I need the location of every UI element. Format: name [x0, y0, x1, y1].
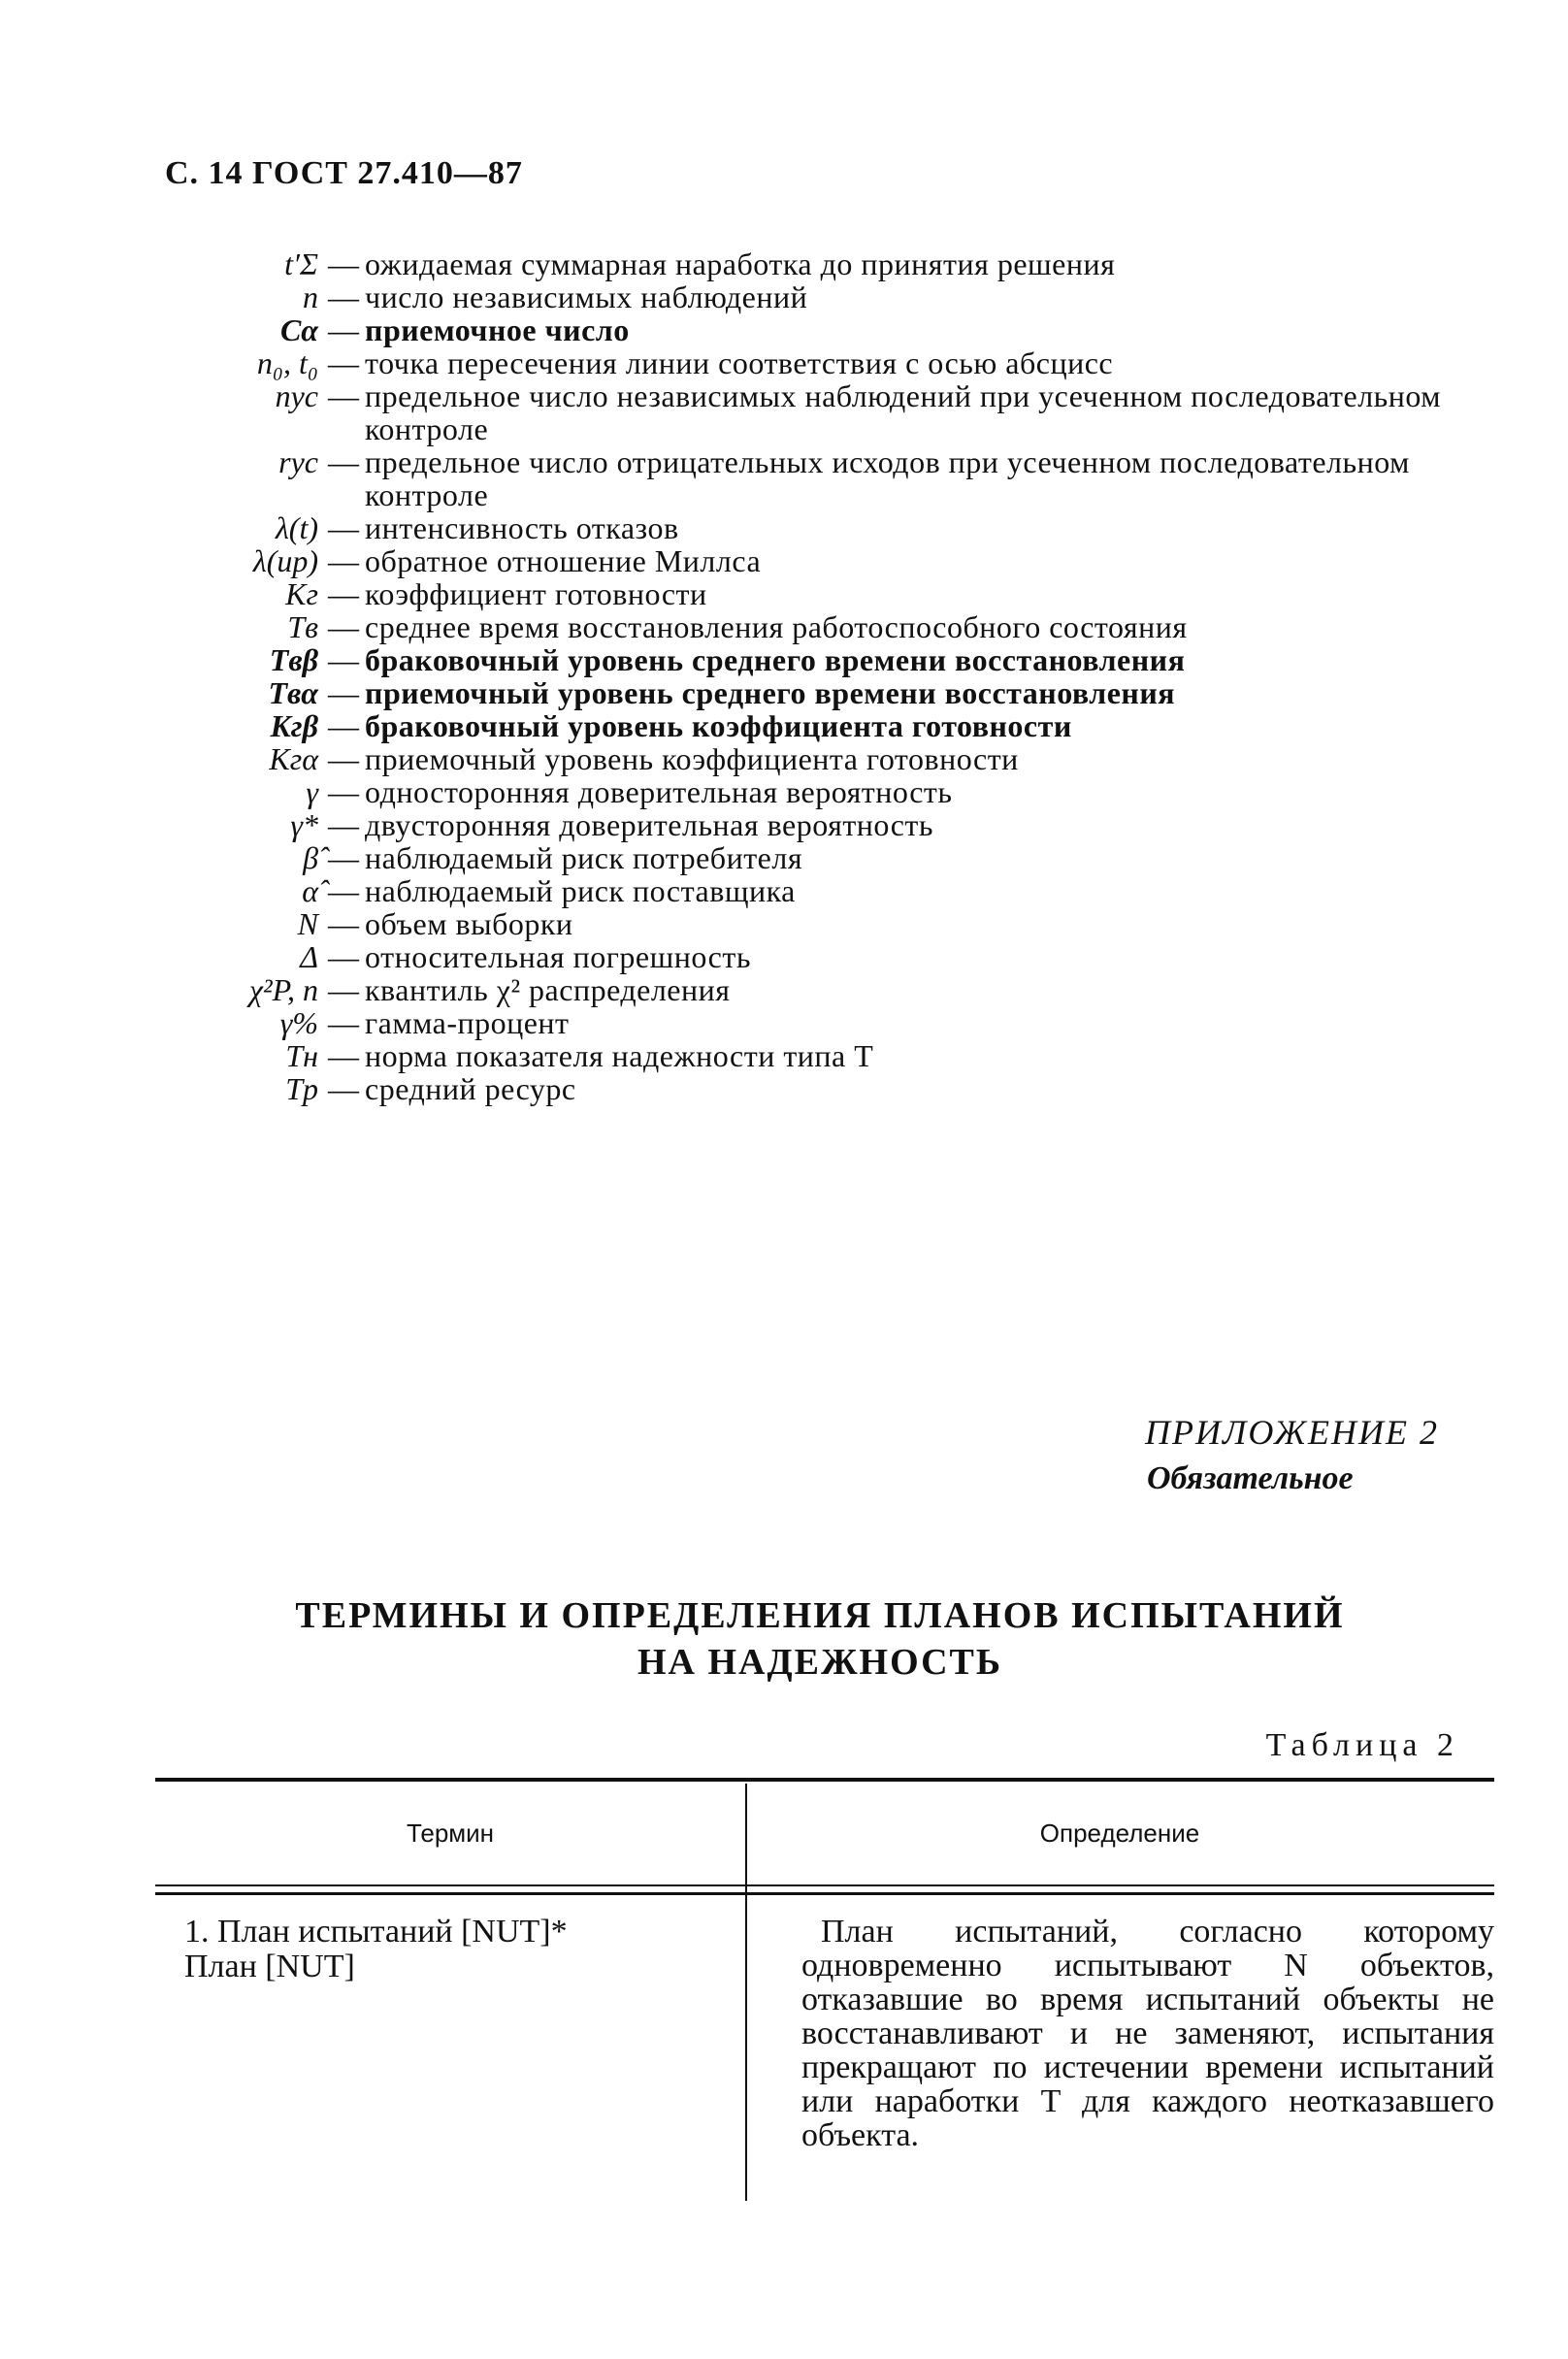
- symbol-dash: —: [328, 1038, 359, 1073]
- symbol-dash: —: [328, 312, 359, 347]
- symbol-row: [146, 907, 1494, 940]
- symbol-row: [146, 1006, 1494, 1039]
- term-cell: [155, 1915, 745, 2152]
- symbol-row: [146, 511, 1494, 544]
- symbol-row: [146, 940, 1494, 973]
- symbol: t′Σ: [284, 246, 318, 281]
- symbol: Tр: [285, 1071, 318, 1106]
- symbol: rус: [278, 444, 318, 479]
- symbol-description: предельное число независимых наблюдений при усеченном последовательном контроле: [365, 378, 1442, 446]
- header-rule-top: [155, 1884, 1494, 1886]
- symbol: γ*: [290, 807, 318, 842]
- symbol-dash: —: [328, 708, 359, 743]
- page-header: С. 14 ГОСТ 27.410—87: [165, 155, 523, 191]
- symbol-row: [146, 280, 1494, 313]
- symbol: χ²P, n: [248, 972, 318, 1007]
- definition-cell: [745, 1915, 1494, 2152]
- symbol-row: [146, 709, 1494, 742]
- symbol-row: [146, 544, 1494, 577]
- symbol-description: число независимых наблюдений: [365, 279, 808, 314]
- symbol-description: приемочный уровень среднего времени восстановления: [365, 675, 1176, 710]
- symbol: Tн: [285, 1038, 318, 1073]
- symbol-description: интенсивность отказов: [365, 510, 679, 545]
- symbol-dash: —: [328, 774, 359, 809]
- symbol-row: [146, 346, 1494, 379]
- table-column-divider: [745, 1784, 747, 2201]
- appendix-subtitle: Обязательное: [1147, 1460, 1354, 1496]
- symbol-row: [146, 445, 1494, 511]
- symbol-dash: —: [328, 510, 359, 545]
- symbol-description: относительная погрешность: [365, 939, 751, 974]
- symbol: n₀, t₀: [256, 345, 318, 380]
- symbol-dash: —: [328, 345, 359, 380]
- table-label: Таблица 2: [1265, 1727, 1459, 1763]
- symbol-row: [146, 973, 1494, 1006]
- section-title-line2: НА НАДЕЖНОСТЬ: [637, 1642, 1003, 1683]
- symbol: N: [297, 906, 318, 941]
- symbol-dash: —: [328, 576, 359, 611]
- table-row: [155, 1895, 1494, 2152]
- symbol-description: наблюдаемый риск поставщика: [365, 873, 796, 908]
- symbol-description: ожидаемая суммарная наработка до принятия решения: [365, 246, 1116, 281]
- symbol: Tвα: [268, 675, 318, 710]
- symbol-description: наблюдаемый риск потребителя: [365, 840, 803, 875]
- term-line2: План [NUT]: [184, 1949, 355, 1984]
- symbol-row: [146, 742, 1494, 775]
- symbol: Tвβ: [269, 642, 318, 677]
- symbol-dash: —: [328, 543, 359, 578]
- symbol: Cα: [279, 312, 318, 347]
- symbols-list: [146, 247, 1494, 1105]
- symbol: Kгβ: [270, 708, 318, 743]
- symbol-row: [146, 676, 1494, 709]
- table-header-row: [155, 1782, 1494, 1884]
- symbol: β̂: [303, 840, 318, 875]
- symbol-description: обратное отношение Миллса: [365, 543, 762, 578]
- symbol-description: гамма-процент: [365, 1005, 570, 1040]
- symbol-description: браковочный уровень коэффициента готовности: [365, 708, 1072, 743]
- symbol-row: [146, 775, 1494, 808]
- symbol-description: коэффициент готовности: [365, 576, 707, 611]
- definition-text: План испытаний, согласно которому одновременно испытывают N объектов, отказавшие во время испытаний объекты не восстанавливают и не заменяют, испытания прекращают по истечении времени испытаний или наработки T для каждого неотказавшего объекта.: [801, 1914, 1494, 2153]
- symbol-dash: —: [328, 807, 359, 842]
- symbol-description: объем выборки: [365, 906, 573, 941]
- symbol-dash: —: [328, 1071, 359, 1106]
- symbol-dash: —: [328, 444, 359, 479]
- symbol-dash: —: [328, 1005, 359, 1040]
- symbol: Δ: [300, 939, 318, 974]
- symbol-description: приемочное число: [365, 312, 630, 347]
- symbol-description: точка пересечения линии соответствия с осью абсцисс: [365, 345, 1114, 380]
- symbol-row: [146, 247, 1494, 280]
- symbol-row: [146, 610, 1494, 643]
- term-line1: 1. План испытаний [NUT]*: [184, 1914, 568, 1949]
- symbol: Tв: [287, 609, 318, 644]
- symbol-row: [146, 1072, 1494, 1105]
- symbol-description: двусторонняя доверительная вероятность: [365, 807, 933, 842]
- symbol: Kгα: [269, 741, 318, 776]
- symbol: λ(up): [252, 543, 318, 578]
- symbol-dash: —: [328, 246, 359, 281]
- symbol-row: [146, 874, 1494, 907]
- symbol-description: среднее время восстановления работоспособного состояния: [365, 609, 1188, 644]
- symbol: Kг: [285, 576, 318, 611]
- header-term: Термин: [406, 1818, 495, 1848]
- symbol-dash: —: [328, 840, 359, 875]
- symbol-row: [146, 643, 1494, 676]
- symbol-row: [146, 808, 1494, 841]
- symbol-dash: —: [328, 972, 359, 1007]
- symbol-description: предельное число отрицательных исходов при усеченном последовательном контроле: [365, 444, 1410, 512]
- symbol: λ(t): [275, 510, 318, 545]
- section-title-line1: ТЕРМИНЫ И ОПРЕДЕЛЕНИЯ ПЛАНОВ ИСПЫТАНИЙ: [295, 1595, 1345, 1636]
- symbol: nус: [275, 378, 318, 413]
- symbol-description: норма показателя надежности типа T: [365, 1038, 874, 1073]
- symbol-dash: —: [328, 906, 359, 941]
- symbol-dash: —: [328, 609, 359, 644]
- symbol: n: [303, 279, 318, 314]
- symbol: γ%: [279, 1005, 318, 1040]
- symbol-description: квантиль χ² распределения: [365, 972, 731, 1007]
- symbol-row: [146, 313, 1494, 346]
- symbol-description: приемочный уровень коэффициента готовности: [365, 741, 1019, 776]
- symbol-row: [146, 577, 1494, 610]
- symbol-row: [146, 841, 1494, 874]
- symbol: γ: [306, 774, 318, 809]
- symbol-dash: —: [328, 741, 359, 776]
- symbol-row: [146, 1039, 1494, 1072]
- symbol-dash: —: [328, 378, 359, 413]
- symbol-description: браковочный уровень среднего времени восстановления: [365, 642, 1186, 677]
- appendix-title: ПРИЛОЖЕНИЕ 2: [1145, 1413, 1439, 1452]
- symbol-dash: —: [328, 642, 359, 677]
- symbol-description: односторонняя доверительная вероятность: [365, 774, 953, 809]
- symbol: α̂: [302, 873, 318, 908]
- symbol-dash: —: [328, 939, 359, 974]
- header-definition: Определение: [1039, 1818, 1200, 1848]
- symbol-dash: —: [328, 873, 359, 908]
- symbol-row: [146, 379, 1494, 445]
- terms-table: [155, 1778, 1494, 2152]
- symbol-dash: —: [328, 279, 359, 314]
- symbol-dash: —: [328, 675, 359, 710]
- symbol-description: средний ресурс: [365, 1071, 576, 1106]
